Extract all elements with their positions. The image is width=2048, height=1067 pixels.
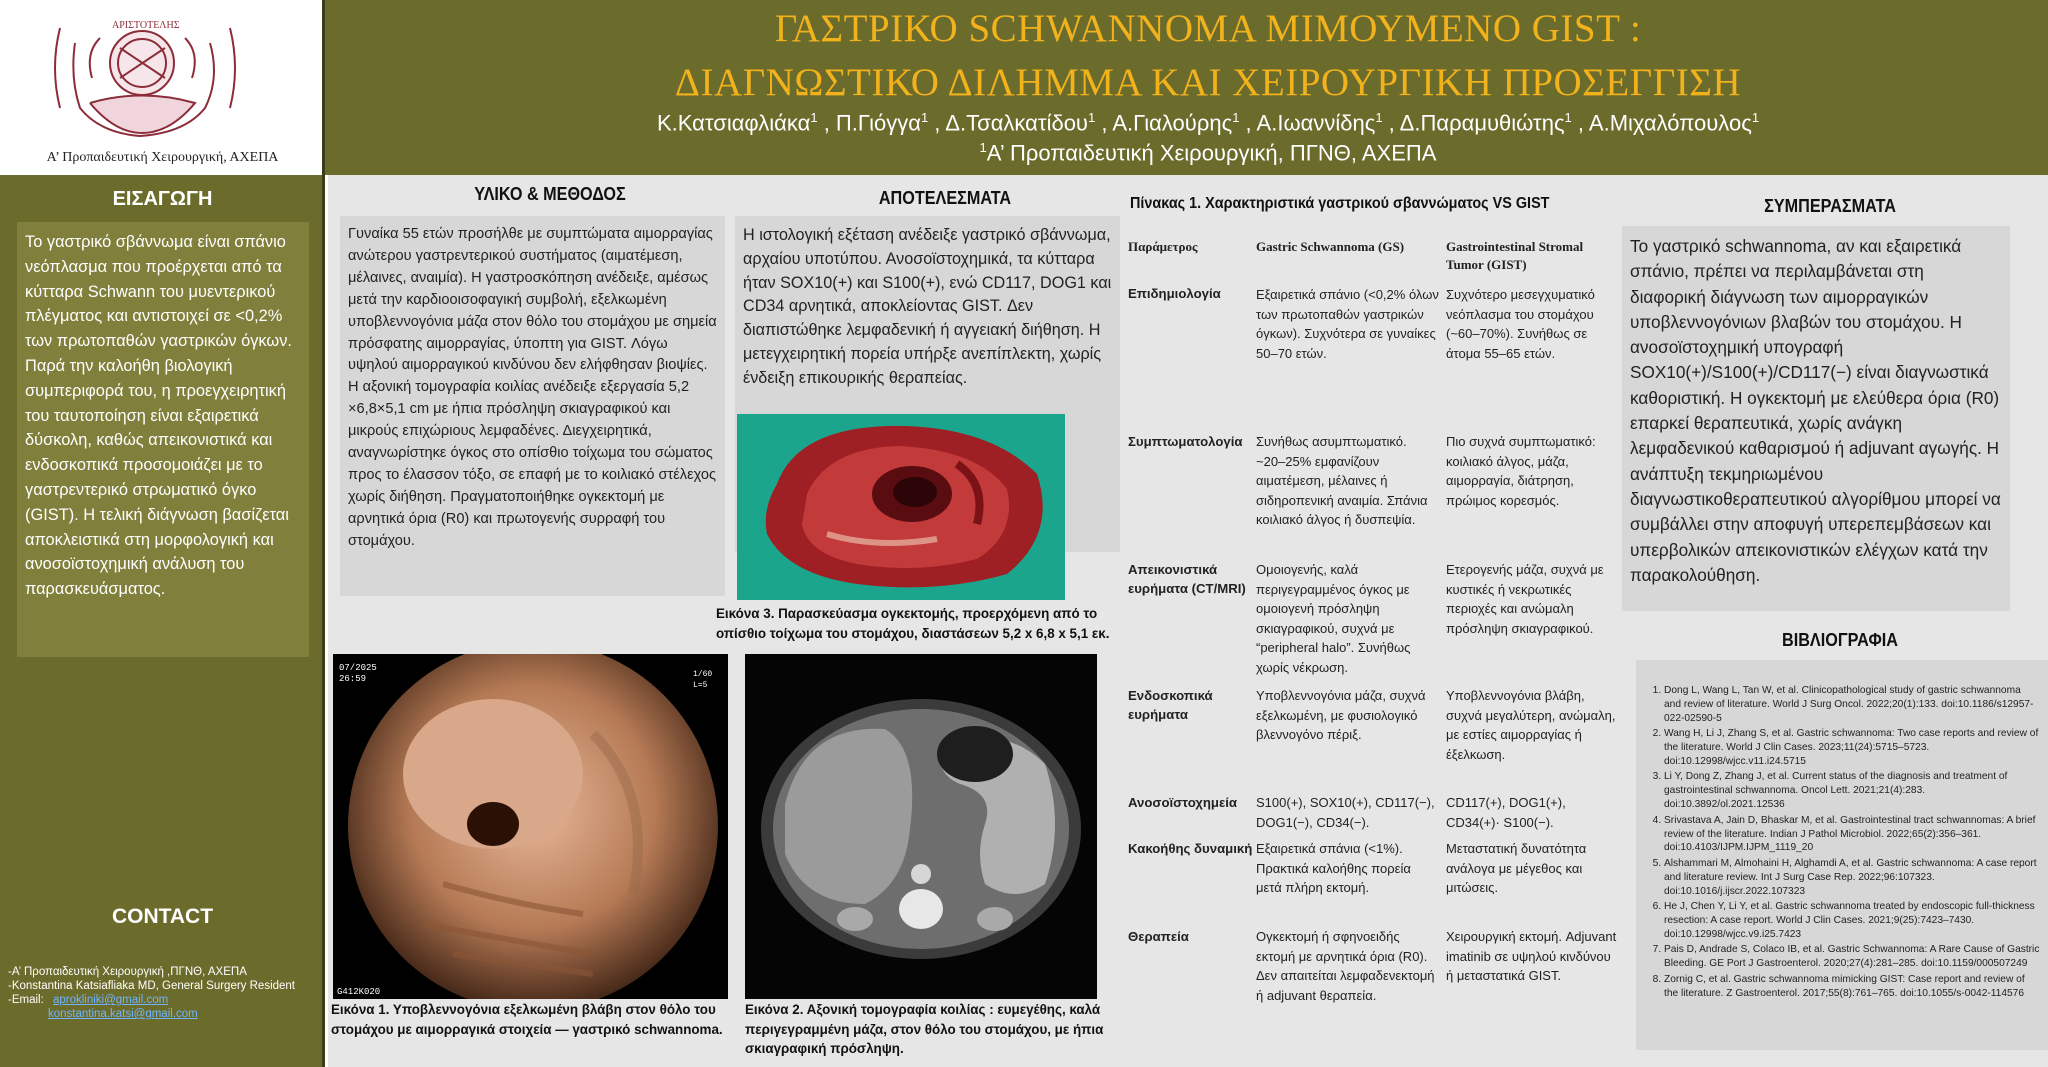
- reference-item: 4. Srivastava A, Jain D, Bhaskar M, et al. Gastrointestinal tract schwannomas: A brief review of the literature. Indian J Pathol Microbiol. 2022;65(2):356–361. doi:10.4103/IJPM.IJPM_1119_20: [1664, 814, 2040, 856]
- author-superscript: 1: [1087, 110, 1096, 125]
- email-link[interactable]: konstantina.katsi@gmail.com: [48, 1008, 198, 1020]
- reference-item: 5. Alshammari M, Almohaini H, Alghamdi A, et al. Gastric schwannoma: A case report and literature review. Int J Surg Case Rep. 2022;96:107323. doi:10.1016/j.ijscr.2022.107323: [1664, 857, 2040, 899]
- poster-title-line-1: ΓΑΣΤΡΙΚΟ SCHWANNOMA ΜΙΜΟΥΜΕΝΟ GIST :: [774, 7, 1642, 50]
- affiliation: [368, 140, 2048, 166]
- author-name: Α.Ιωαννίδης: [1256, 110, 1376, 136]
- table-cell-gs: Ομοιογενής, καλά περιγεγραμμένος όγκος με ομοιογενή πρόσληψη σκιαγραφικού, συχνά με “peripheral halo”. Συνήθως χωρίς νέκρωση.: [1256, 562, 1411, 675]
- table-row-label: Ενδοσκοπικά ευρήματα: [1128, 688, 1213, 722]
- affiliation-superscript: 1: [979, 140, 987, 155]
- university-logo: [20, 8, 270, 148]
- figure-3-specimen-photo: [737, 414, 1065, 600]
- figure-1-caption: Εικόνα 1. Υποβλεννογόνια εξελκωμένη βλάβη στον θόλο του στομάχου με αιμορραγικά στοιχεία — γαστρικό schwannoma.: [331, 1002, 723, 1037]
- figure-2-caption: Εικόνα 2. Αξονική τομογραφία κοιλίας : ευμεγέθης, καλά περιγεγραμμένη μάζα, στον θόλο του στομάχου, με ήπια σκιαγραφική πρόσληψη.: [745, 1002, 1104, 1056]
- author-superscript: 1: [1375, 110, 1383, 125]
- table-cell-gist: CD117(+), DOG1(+), CD34(+)· S100(−).: [1446, 795, 1566, 830]
- author-name: Π.Γιόγγα: [835, 110, 921, 136]
- author-name: Α.Μιχαλόπουλος: [1588, 110, 1752, 136]
- contact-line: -Α’ Προπαιδευτική Χειρουργική ,ΠΓΝΘ, ΑΧΕΠΑ: [8, 966, 247, 978]
- author-separator: ,: [1571, 110, 1589, 136]
- contact-line: -Email:: [8, 994, 44, 1006]
- table-cell-gs: Εξαιρετικά σπάνια (<1%). Πρακτικά καλοήθης πορεία μετά πλήρη εκτομή.: [1256, 841, 1411, 895]
- author-superscript: 1: [1751, 110, 1760, 125]
- author-name: Α.Γιαλούρης: [1112, 110, 1233, 136]
- table-heading: Πίνακας 1. Χαρακτηριστικά γαστρικού σβαννώματος VS GIST: [1130, 195, 1550, 212]
- table-header-param: Παράμετρος: [1128, 239, 1198, 254]
- logo-caption: Α’ Προπαιδευτική Χειρουργική, ΑΧΕΠΑ: [46, 150, 279, 165]
- svg-text:07/2025: 07/2025: [339, 663, 377, 673]
- intro-text: Το γαστρικό σβάννωμα είναι σπάνιο νεόπλασμα που προέρχεται από τα κύτταρα Schwann του μυεντερικού πλέγματος και αντιστοιχεί σε <0,2% των πρωτοπαθών γαστρικών όγκων. Παρά την καλοήθη βιολογική συμπεριφορά του, η προεγχειρητική του ταυτοποίηση είναι εξαιρετικά δύσκολη, καθώς απεικονιστικά και ενδοσκοπικά προσομοιάζει με το γαστρεντερικό στρωματικό όγκο (GIST). Η τελική διάγνωση βασίζεται αποκλειστικά στη μορφολογική και ανοσοϊστοχημική ανάλυση του παρασκευάσματος.: [17, 222, 309, 657]
- reference-item: 8. Zornig C, et al. Gastric schwannoma mimicking GIST: Case report and review of the literature. Z Gastroenterol. 2017;55(8):761–765. doi:10.1055/s-0042-114576: [1664, 973, 2040, 1001]
- affiliation-text: Α’ Προπαιδευτική Χειρουργική, ΠΓΝΘ, ΑΧΕΠΑ: [986, 140, 1437, 166]
- author-name: Δ.Τσαλκατίδου: [945, 110, 1088, 136]
- table-cell-gist: Πιο συχνά συμπτωματικό: κοιλιακό άλγος, μάζα, αιμορραγία, διάτρηση, πρώιμος κορεσμός.: [1446, 434, 1596, 508]
- poster-title-line-2: ΔΙΑΓΝΩΣΤΙΚΟ ΔΙΛΗΜΜΑ ΚΑΙ ΧΕΙΡΟΥΡΓΙΚΗ ΠΡΟΣΕΓΓΙΣΗ: [674, 61, 1742, 104]
- author-superscript: 1: [1232, 110, 1240, 125]
- bibliography-list: [1636, 660, 2048, 1050]
- reference-item: 3. Li Y, Dong Z, Zhang J, et al. Current status of the diagnosis and treatment of gastrointestinal schwannoma. Oncol Lett. 2021;21(4):283. doi:10.3892/ol.2021.12536: [1664, 770, 2040, 812]
- table-cell-gs: S100(+), SOX10(+), CD117(−), DOG1(−), CD34(−).: [1256, 795, 1435, 830]
- table-row-label: Συμπτωματολογία: [1128, 434, 1243, 449]
- svg-text:1/60: 1/60: [693, 670, 713, 679]
- author-list: [368, 110, 2048, 136]
- author-superscript: 1: [810, 110, 818, 125]
- author-separator: ,: [1239, 110, 1257, 136]
- table-cell-gist: Μεταστατική δυνατότητα ανάλογα με μέγεθος και μιτώσεις.: [1446, 841, 1587, 895]
- figure-2-ct-scan-image: [745, 654, 1097, 999]
- table-header-gist: Gastrointestinal Stromal Tumor (GIST): [1446, 239, 1584, 272]
- table-row-label: Ανοσοϊστοχημεία: [1128, 795, 1238, 810]
- results-text: Η ιστολογική εξέταση ανέδειξε γαστρικό σβάννωμα, αρχαίου υποτύπου. Ανοσοϊστοχημικά, τα κύτταρα ήταν SOX10(+) και S100(+), ενώ CD117, DOG1 και CD34 αρνητικά, αποκλείοντας GIST. Δεν διαπιστώθηκε λεμφαδενική ή αγγειακή διήθηση. Η μετεγχειρητική πορεία υπήρξε ανεπίπλεκτη, χωρίς ένδειξη επικουρικής θεραπείας.: [735, 216, 1120, 552]
- author-superscript: 1: [920, 110, 929, 125]
- contact-heading: CONTACT: [111, 905, 214, 928]
- table-row-label: Θεραπεία: [1128, 929, 1189, 944]
- methods-heading: ΥΛΙΚΟ & ΜΕΘΟΔΟΣ: [474, 184, 626, 204]
- methods-text: Γυναίκα 55 ετών προσήλθε με συμπτώματα αιμορραγίας ανώτερου γαστρεντερικού συστήματος (αιματέμεση, μέλαινες, αναιμία). Η γαστροσκόπηση ανέδειξε, αμέσως μετά την καρδιοοισοφαγική συμβολή, εξελκωμένη υποβλεννογόνια μάζα στον θόλο του στομάχου με σημεία πρόσφατης αιμορραγίας, ύποπτη για GIST. Λόγω υψηλού αιμορραγικού κινδύνου δεν ελήφθησαν βιοψίες. Η αξονική τομογραφία κοιλίας ανέδειξε εξεργασία 5,2 ×6,8×5,1 cm με ήπια πρόσληψη σκιαγραφικού και μικρούς επιχώριους λεμφαδένες. Διεγχειρητικά, αναγνωρίστηκε όγκος στο οπίσθιο τοίχωμα του σώματος προς το έλασσον τόξο, σε επαφή με το κοιλιακό στέλεχος χωρίς διήθηση. Πραγματοποιήθηκε ογκεκτομή με αρνητικά όρια (R0) και πρωτογενής συρραφή του στομάχου.: [340, 216, 725, 596]
- intro-heading: ΕΙΣΑΓΩΓΗ: [112, 188, 213, 210]
- conclusions-text: Το γαστρικό schwannoma, αν και εξαιρετικά σπάνιο, πρέπει να περιλαμβάνεται στη διαφορική διάγνωση των αιμορραγικών υποβλεννογόνιων βλαβών του στομάχου. Η ανοσοϊστοχημική υπογραφή SOX10(+)/S100(+)/CD117(−) είναι διαγνωστικά καθοριστική. Η ογκεκτομή με ελεύθερα όρια (R0) επαρκεί θεραπευτικά, χωρίς ανάγκη λεμφαδενικού καθαρισμού ή adjuvant αγωγής. Η ανάπτυξη τεκμηριωμένου διαγνωστικοθεραπευτικού αλγορίθμου μπορεί να συμβάλλει στην αποφυγή υπερεπεμβάσεων και υπερβολικών απεικονιστικών ελέγχων κατά την παρακολούθηση.: [1622, 226, 2010, 611]
- svg-text:G412K020: G412K020: [337, 987, 381, 997]
- author-name: Κ.Κατσιαφλιάκα: [656, 110, 811, 136]
- author-separator: ,: [1095, 110, 1113, 136]
- table-cell-gist: Ετερογενής μάζα, συχνά με κυστικές ή νεκρωτικές περιοχές και ανώμαλη πρόσληψη σκιαγραφικού.: [1446, 562, 1604, 636]
- reference-item: 1. Dong L, Wang L, Tan W, et al. Clinicopathological study of gastric schwannoma and review of literature. World J Surg Oncol. 2022;20(1):133. doi:10.1186/s12957-022-02590-5: [1664, 684, 2040, 726]
- bibliography-heading: ΒΙΒΛΙΟΓΡΑΦΙΑ: [1782, 630, 1898, 650]
- results-heading: ΑΠΟΤΕΛΕΣΜΑΤΑ: [878, 188, 1012, 208]
- svg-text:26:59: 26:59: [339, 674, 367, 684]
- table-cell-gs: Συνήθως ασυμπτωματικό. ~20–25% εμφανίζουν αιματέμεση, μέλαινες ή σιδηροπενική αναιμία. Σπάνια κοιλιακό άλγος ή δυσπεψία.: [1256, 434, 1428, 527]
- table-header-gs: Gastric Schwannoma (GS): [1256, 239, 1405, 254]
- table-cell-gist: Υποβλεννογόνια βλάβη, συχνά μεγαλύτερη, ανώμαλη, με εστίες αιμορραγίας ή έξελκωση.: [1446, 688, 1616, 762]
- table-row-label: Απεικονιστικά ευρήματα (CT/MRI): [1128, 562, 1246, 596]
- figure-3-caption: Εικόνα 3. Παρασκεύασμα ογκεκτομής, προερχόμενη από το οπίσθιο τοίχωμα του στομάχου, διαστάσεων 5,2 x 6,8 x 5,1 εκ.: [716, 606, 1110, 641]
- reference-item: 7. Pais D, Andrade S, Colaco IB, et al. Gastric Schwannoma: A Rare Cause of Gastric Bleeding. GE Port J Gastroenterol. 2020;27(4):281–285. doi:10.1159/000507249: [1664, 943, 2040, 971]
- contact-line: -Konstantina Katsiafliaka MD, General Surgery Resident: [8, 980, 296, 992]
- figure-1-endoscopy-image: [333, 654, 728, 999]
- author-separator: ,: [928, 110, 946, 136]
- table-row-label: Επιδημιολογία: [1128, 286, 1221, 301]
- contact-list: [8, 965, 323, 1021]
- email-link[interactable]: aprokliniki@gmail.com: [52, 994, 169, 1006]
- reference-item: 2. Wang H, Li J, Zhang S, et al. Gastric schwannoma: Two case reports and review of the literature. World J Clin Cases. 2023;11(24):5715–5723. doi:10.12998/wjcc.v11.i24.5715: [1664, 727, 2040, 769]
- table-cell-gs: Εξαιρετικά σπάνιο (<0,2% όλων των πρωτοπαθών γαστρικών όγκων). Συχνότερα σε γυναίκες 50–70 ετών.: [1256, 287, 1439, 361]
- author-name: Δ.Παραμυθιώτης: [1399, 110, 1565, 136]
- table-cell-gist: Συχνότερο μεσεγχυματικό νεόπλασμα του στομάχου (~60–70%). Συνήθως σε άτομα 55–65 ετών.: [1446, 287, 1595, 361]
- table-cell-gs: Υποβλεννογόνια μάζα, συχνά εξελκωμένη, με φυσιολογικό βλεννογόνο πέριξ.: [1256, 688, 1426, 742]
- table-row-label: Κακοήθης δυναμική: [1128, 841, 1253, 856]
- table-cell-gs: Ογκεκτομή ή σφηνοειδής εκτομή με αρνητικά όρια (R0). Δεν απαιτείται λεμφαδενεκτομή ή adjuvant θεραπεία.: [1256, 929, 1435, 1003]
- author-separator: ,: [817, 110, 836, 136]
- conclusions-heading: ΣΥΜΠΕΡΑΣΜΑΤΑ: [1764, 196, 1896, 216]
- author-superscript: 1: [1564, 110, 1572, 125]
- reference-item: 6. He J, Chen Y, Li Y, et al. Gastric schwannoma treated by endoscopic full-thickness resection: A case report. World J Clin Cases. 2021;9(25):7423–7430. doi:10.12998/wjcc.v9.i25.7423: [1664, 900, 2040, 942]
- author-separator: ,: [1382, 110, 1400, 136]
- svg-text:ΑΡΙΣΤΟΤΕΛΗΣ: ΑΡΙΣΤΟΤΕΛΗΣ: [112, 20, 180, 31]
- table-cell-gist: Χειρουργική εκτομή. Adjuvant imatinib σε υψηλού κινδύνου ή μεταστατικά GIST.: [1446, 929, 1617, 983]
- svg-text:L=5: L=5: [693, 681, 708, 690]
